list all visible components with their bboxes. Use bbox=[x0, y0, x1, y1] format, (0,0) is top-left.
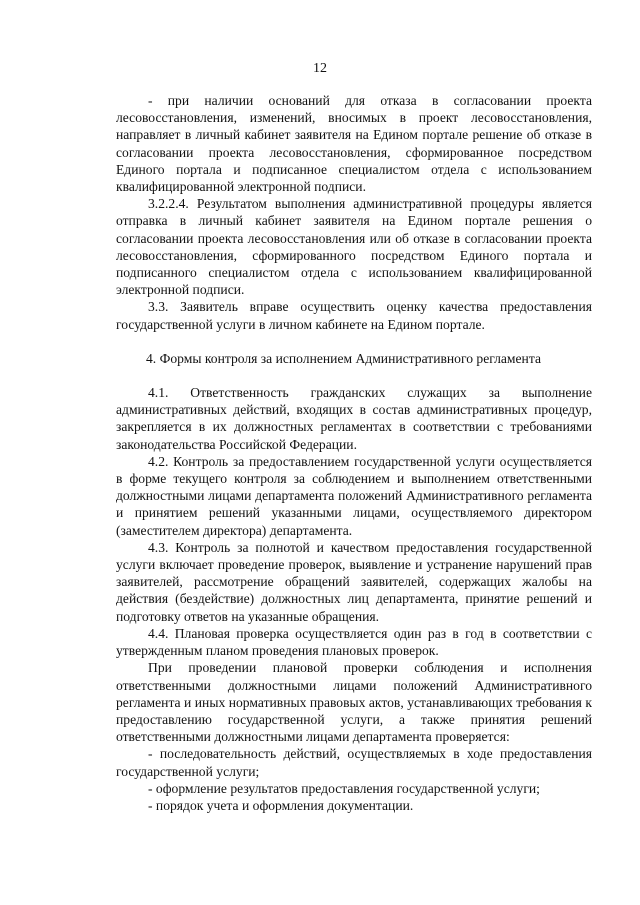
list-item-sequence: - последовательность действий, осуществляемых в ходе предоставления государственной услуги; bbox=[116, 746, 592, 779]
list-item-results: - оформление результатов предоставления государственной услуги; bbox=[148, 780, 540, 796]
paragraph-3-2-2-4: 3.2.2.4. Результатом выполнения административной процедуры является отправка в личный кабинет заявителя на Едином портале решения о согласовании проекта лесовосстановления или об отказе в согласовании проекта лесовосстановления, сформированного посредством Единого портала и подписанного специалистом отдела с использованием квалифицированной электронной подписи. bbox=[116, 196, 592, 298]
list-item-documentation: - порядок учета и оформления документации. bbox=[148, 797, 414, 813]
paragraph-4-1: 4.1. Ответственность гражданских служащих за выполнение административных действий, входящих в состав административных процедур, закрепляется в их должностных регламентах в соответствии с требованиями законодательства Российской Федерации. bbox=[116, 385, 592, 452]
paragraph-3-3: 3.3. Заявитель вправе осуществить оценку качества предоставления государственной услуги в личном кабинете на Едином портале. bbox=[116, 299, 592, 332]
paragraph-refusal-decision: - при наличии оснований для отказа в согласовании проекта лесовосстановления, изменений, вносимых в проект лесовосстановления, направляет в личный кабинет заявителя на Едином портале решение об отказе в согласовании проекта лесовосстановления, сформированное посредством Единого портала и подписанное специалистом отдела с использованием квалифицированной электронной подписи. bbox=[116, 93, 592, 195]
paragraph-4-3: 4.3. Контроль за полнотой и качеством предоставления государственной услуги включает проведение проверок, выявление и устранение нарушений прав заявителей, рассмотрение обращений заявителей, содержащих жалобы на действия (бездействие) должностных лиц департамента, принятие решений и подготовку ответов на указанные обращения. bbox=[116, 539, 592, 624]
paragraph-4-4: 4.4. Плановая проверка осуществляется один раз в год в соответствии с утвержденным планом проведения плановых проверок. bbox=[116, 625, 592, 659]
document-body bbox=[116, 92, 592, 814]
paragraph-planned-check: При проведении плановой проверки соблюдения и исполнения ответственными должностными лицами положений Административного регламента и иных нормативных правовых актов, устанавливающих требования к предоставлению государственной услуги, а также принятия решений ответственными должностными лицами департамента проверяется: bbox=[116, 660, 592, 745]
section-4-heading: 4. Формы контроля за исполнением Административного регламента bbox=[146, 350, 541, 366]
paragraph-4-2: 4.2. Контроль за предоставлением государственной услуги осуществляется в форме текущего контроля за соблюдением и выполнением ответственными должностными лицами департамента положений Административного регламента и принятием решений указанными лицами, осуществляемого директором (заместителем директора) департамента. bbox=[116, 453, 592, 538]
page-number: 12 bbox=[313, 61, 327, 76]
